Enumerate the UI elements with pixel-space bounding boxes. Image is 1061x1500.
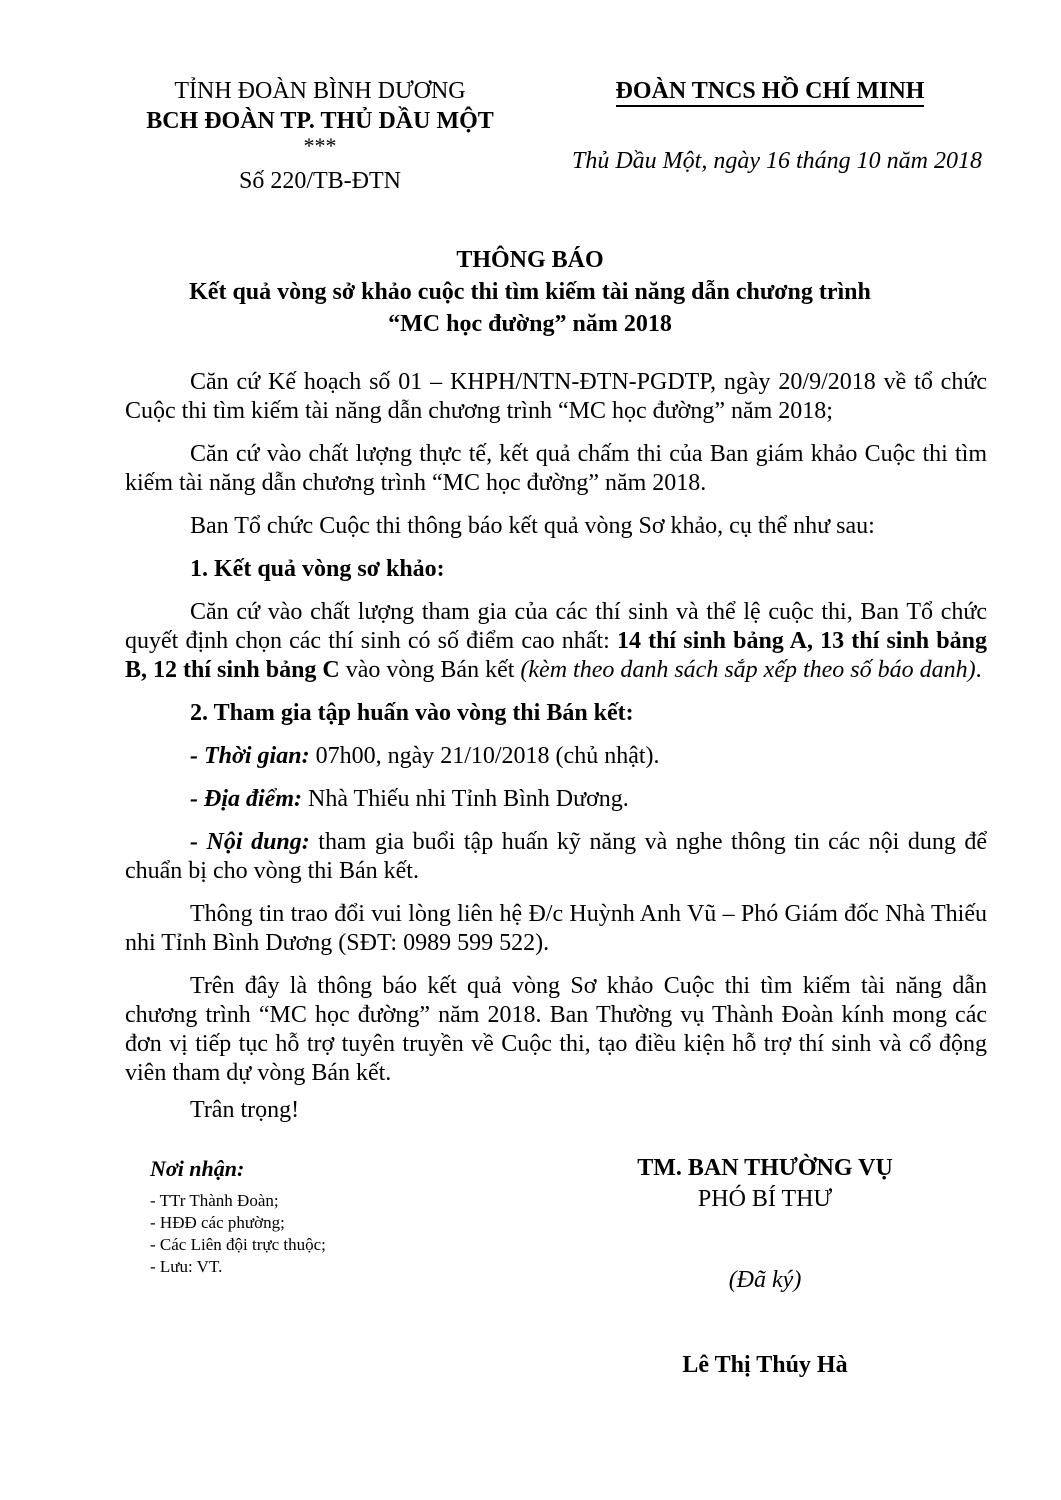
- title-sub-2: “MC học đường” năm 2018: [388, 311, 672, 337]
- document-date: Thủ Dầu Một, ngày 16 tháng 10 năm 2018: [572, 148, 982, 174]
- paragraph-basis-2: Căn cứ vào chất lượng thực tế, kết quả chấm thi của Ban giám khảo Cuộc thi tìm kiếm tài năng dẫn chương trình “MC học đường” năm 2018.: [125, 441, 987, 496]
- signature-name: Lê Thị Thúy Hà: [682, 1352, 848, 1378]
- recipients-title: Nơi nhận:: [150, 1156, 245, 1181]
- paragraph-basis-1: Căn cứ Kế hoạch số 01 – KHPH/NTN-ĐTN-PGDTP, ngày 20/9/2018 về tổ chức Cuộc thi tìm kiếm tài năng dẫn chương trình “MC học đường” năm 2018;: [125, 369, 987, 424]
- section-heading-1: 1. Kết quả vòng sơ khảo:: [190, 556, 445, 582]
- issuer-block: [120, 76, 520, 196]
- org-block: [540, 76, 1000, 176]
- document-body: [125, 368, 987, 1139]
- recipient-item: - Các Liên đội trực thuộc;: [150, 1235, 326, 1254]
- document-number: Số 220/TB-ĐTN: [239, 168, 401, 194]
- title-sub-1: Kết quả vòng sở khảo cuộc thi tìm kiếm tài năng dẫn chương trình: [189, 279, 871, 305]
- recipients-block: [150, 1156, 510, 1278]
- issuer-separator: ***: [303, 133, 337, 158]
- title-main: THÔNG BÁO: [456, 247, 604, 273]
- recipient-item: - Lưu: VT.: [150, 1257, 223, 1276]
- section-heading-2: 2. Tham gia tập huấn vào vòng thi Bán kết:: [190, 700, 634, 726]
- item-time: - Thời gian: 07h00, ngày 21/10/2018 (chủ nhật).: [190, 743, 660, 769]
- signature-signed: (Đã ký): [728, 1267, 802, 1293]
- org-name: ĐOÀN TNCS HỒ CHÍ MINH: [540, 76, 1000, 106]
- paragraph-conclusion: Trên đây là thông báo kết quả vòng Sơ khảo Cuộc thi tìm kiếm tài năng dẫn chương trình “MC học đường” năm 2018. Ban Thường vụ Thành Đoàn kính mong các đơn vị tiếp tục hỗ trợ tuyên truyền về Cuộc thi, tạo điều kiện hỗ trợ thí sinh và cổ động viên tham dự vòng Bán kết.: [125, 973, 987, 1086]
- item-content: - Nội dung: tham gia buổi tập huấn kỹ năng và nghe thông tin các nội dung để chuẩn bị cho vòng thi Bán kết.: [125, 829, 988, 884]
- signature-on-behalf: TM. BAN THƯỜNG VỤ: [637, 1155, 893, 1181]
- recipient-item: - HĐĐ các phường;: [150, 1213, 285, 1232]
- recipient-item: - TTr Thành Đoàn;: [150, 1191, 279, 1210]
- paragraph-announce: Ban Tổ chức Cuộc thi thông báo kết quả vòng Sơ khảo, cụ thể như sau:: [190, 513, 875, 539]
- item-place: - Địa điểm: Nhà Thiếu nhi Tỉnh Bình Dương.: [190, 786, 629, 812]
- document-title: [100, 244, 960, 340]
- paragraph-results: Căn cứ vào chất lượng tham gia của các thí sinh và thể lệ cuộc thi, Ban Tổ chức quyết định chọn các thí sinh có số điểm cao nhất: 14 thí sinh bảng A, 13 thí sinh bảng B, 12 thí sinh bảng C vào vòng Bán kết (kèm theo danh sách sắp xếp theo số báo danh).: [125, 599, 988, 683]
- signature-block: [555, 1153, 975, 1381]
- signature-position: PHÓ BÍ THƯ: [697, 1186, 833, 1212]
- issuer-province: TỈNH ĐOÀN BÌNH DƯƠNG: [174, 78, 466, 104]
- closing-greeting: Trân trọng!: [190, 1097, 300, 1123]
- paragraph-contact: Thông tin trao đổi vui lòng liên hệ Đ/c Huỳnh Anh Vũ – Phó Giám đốc Nhà Thiếu nhi Tỉnh Bình Dương (SĐT: 0989 599 522).: [125, 901, 987, 956]
- issuer-committee: BCH ĐOÀN TP. THỦ DẦU MỘT: [146, 108, 494, 134]
